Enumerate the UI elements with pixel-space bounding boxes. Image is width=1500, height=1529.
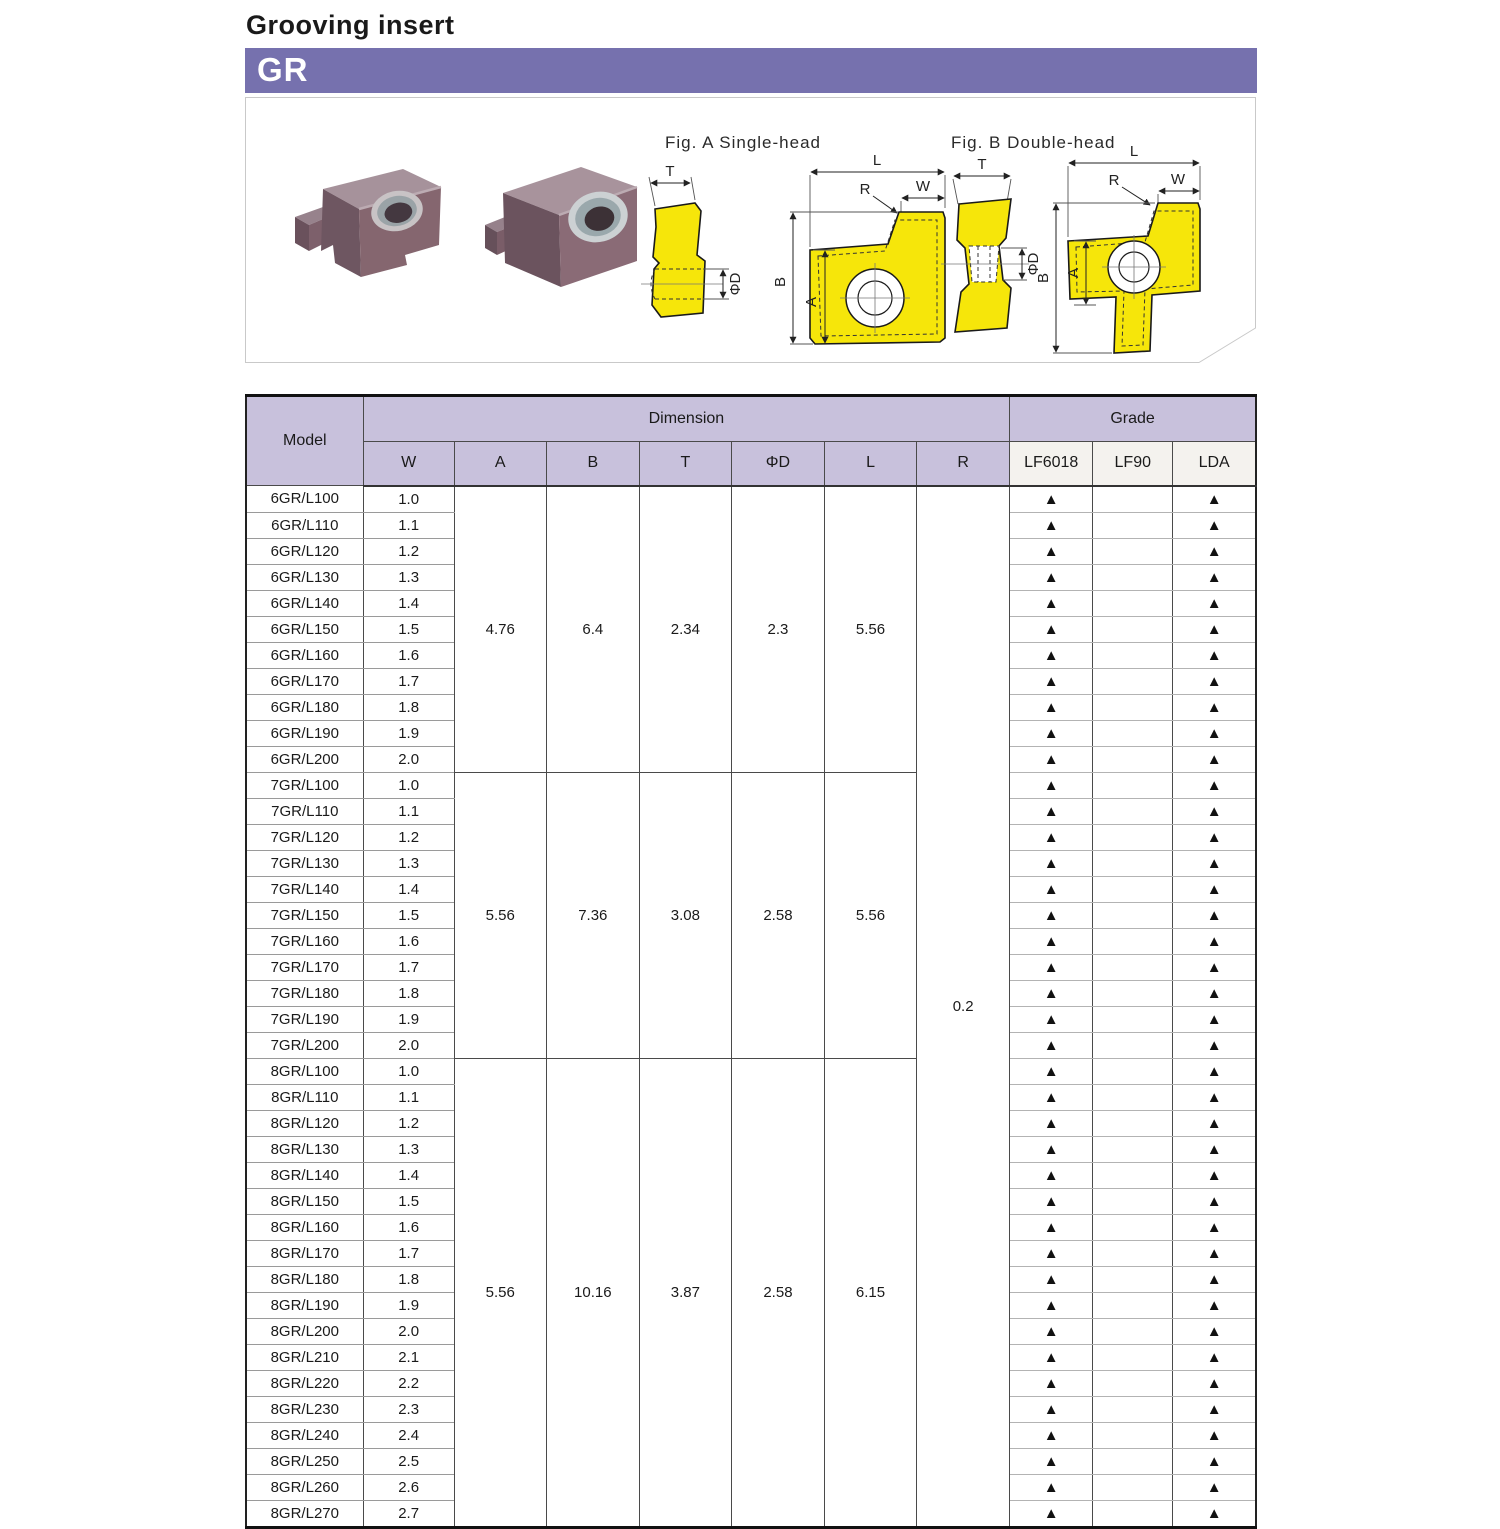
grade-mark-cell: ▲ [1173,720,1256,746]
grade-mark-cell [1093,1266,1173,1292]
grade-mark-cell [1093,928,1173,954]
header-col-lf6018: LF6018 [1010,442,1093,486]
grade-mark-cell [1093,486,1173,513]
grade-mark-cell: ▲ [1010,1448,1093,1474]
grade-mark-cell: ▲ [1173,824,1256,850]
model-cell: 7GR/L110 [246,798,363,824]
grade-mark-cell: ▲ [1173,1500,1256,1527]
grade-mark-cell: ▲ [1173,902,1256,928]
grade-mark-cell: ▲ [1010,668,1093,694]
grade-mark-cell [1093,876,1173,902]
w-value-cell: 2.4 [363,1422,454,1448]
grade-mark-cell [1093,1084,1173,1110]
w-value-cell: 2.0 [363,746,454,772]
model-cell: 8GR/L210 [246,1344,363,1370]
grade-mark-cell: ▲ [1010,538,1093,564]
grade-mark-cell: ▲ [1173,1448,1256,1474]
dim-label-t: T [977,156,987,173]
model-cell: 8GR/L100 [246,1058,363,1084]
grade-mark-cell: ▲ [1173,512,1256,538]
dim-b-cell: 10.16 [546,1058,639,1527]
dim-label-r: R [1108,172,1120,189]
r-value-cell: 0.2 [917,486,1010,1528]
grade-mark-cell [1093,1162,1173,1188]
header-col-l: L [824,442,916,486]
grade-mark-cell: ▲ [1173,694,1256,720]
grade-mark-cell: ▲ [1173,486,1256,513]
dim-t-cell: 3.87 [639,1058,731,1527]
dim-label-r: R [859,181,871,198]
grade-mark-cell: ▲ [1010,564,1093,590]
grade-mark-cell [1093,564,1173,590]
grade-mark-cell: ▲ [1010,1474,1093,1500]
grade-mark-cell [1093,720,1173,746]
grade-mark-cell: ▲ [1010,486,1093,513]
grade-mark-cell: ▲ [1173,850,1256,876]
grade-mark-cell: ▲ [1010,746,1093,772]
dim-label-a: A [803,296,820,308]
model-cell: 8GR/L140 [246,1162,363,1188]
dim-l-cell: 6.15 [824,1058,916,1527]
w-value-cell: 1.6 [363,1214,454,1240]
model-cell: 6GR/L140 [246,590,363,616]
model-cell: 8GR/L230 [246,1396,363,1422]
w-value-cell: 2.1 [363,1344,454,1370]
grade-mark-cell [1093,616,1173,642]
table-row [246,486,1256,513]
grade-mark-cell: ▲ [1010,1214,1093,1240]
w-value-cell: 1.8 [363,980,454,1006]
grade-mark-cell [1093,1136,1173,1162]
model-cell: 7GR/L180 [246,980,363,1006]
grade-mark-cell: ▲ [1173,876,1256,902]
grade-mark-cell [1093,1500,1173,1527]
grade-mark-cell: ▲ [1010,1370,1093,1396]
grade-mark-cell: ▲ [1173,980,1256,1006]
w-value-cell: 1.4 [363,876,454,902]
table-row [246,1058,1256,1084]
w-value-cell: 1.5 [363,902,454,928]
fig-a-label: Fig. A Single-head [665,133,821,152]
grade-mark-cell: ▲ [1010,1344,1093,1370]
grade-mark-cell: ▲ [1010,876,1093,902]
grade-mark-cell: ▲ [1173,1318,1256,1344]
dim-phi_d-cell: 2.3 [731,486,824,773]
header-col-a: A [454,442,546,486]
model-cell: 8GR/L270 [246,1500,363,1527]
grade-mark-cell [1093,1474,1173,1500]
grade-mark-cell: ▲ [1173,1214,1256,1240]
grade-mark-cell: ▲ [1010,1422,1093,1448]
grade-mark-cell [1093,902,1173,928]
grade-mark-cell [1093,1396,1173,1422]
w-value-cell: 1.0 [363,486,454,513]
header-col-b: B [546,442,639,486]
grade-mark-cell: ▲ [1173,642,1256,668]
grade-mark-cell [1093,1370,1173,1396]
grade-mark-cell: ▲ [1173,1370,1256,1396]
figure-panel [245,97,1256,363]
page-title: Grooving insert [246,10,455,40]
grade-mark-cell [1093,772,1173,798]
grade-mark-cell [1093,1448,1173,1474]
dim-phi_d-cell: 2.58 [731,772,824,1058]
w-value-cell: 2.0 [363,1032,454,1058]
model-cell: 8GR/L160 [246,1214,363,1240]
grade-mark-cell: ▲ [1173,1006,1256,1032]
grade-mark-cell: ▲ [1010,1058,1093,1084]
grade-mark-cell: ▲ [1010,1110,1093,1136]
w-value-cell: 1.2 [363,538,454,564]
grade-mark-cell: ▲ [1010,1006,1093,1032]
w-value-cell: 2.3 [363,1396,454,1422]
grade-mark-cell [1093,1240,1173,1266]
model-cell: 6GR/L110 [246,512,363,538]
w-value-cell: 1.7 [363,954,454,980]
grade-mark-cell: ▲ [1010,850,1093,876]
dim-label-t: T [665,163,675,180]
w-value-cell: 1.9 [363,720,454,746]
model-cell: 6GR/L130 [246,564,363,590]
dim-b-cell: 6.4 [546,486,639,773]
model-cell: 7GR/L170 [246,954,363,980]
grade-mark-cell: ▲ [1173,668,1256,694]
grade-mark-cell [1093,1058,1173,1084]
model-cell: 8GR/L220 [246,1370,363,1396]
dim-label-phid: ΦD [1025,252,1042,276]
grade-mark-cell: ▲ [1010,616,1093,642]
header-dimension: Dimension [363,396,1010,442]
grade-mark-cell: ▲ [1010,1136,1093,1162]
w-value-cell: 1.1 [363,798,454,824]
header-grade: Grade [1010,396,1256,442]
w-value-cell: 1.5 [363,1188,454,1214]
dim-label-l: L [872,152,882,169]
dim-a-cell: 5.56 [454,772,546,1058]
dim-b-cell: 7.36 [546,772,639,1058]
model-cell: 7GR/L130 [246,850,363,876]
grade-mark-cell: ▲ [1010,720,1093,746]
grade-mark-cell: ▲ [1173,1084,1256,1110]
w-value-cell: 1.7 [363,1240,454,1266]
model-cell: 6GR/L150 [246,616,363,642]
grade-mark-cell [1093,1110,1173,1136]
grade-mark-cell: ▲ [1173,1188,1256,1214]
model-cell: 7GR/L120 [246,824,363,850]
grade-mark-cell: ▲ [1173,1396,1256,1422]
model-cell: 7GR/L100 [246,772,363,798]
grade-mark-cell: ▲ [1173,1344,1256,1370]
w-value-cell: 2.0 [363,1318,454,1344]
grade-mark-cell [1093,1214,1173,1240]
table-header [246,396,1256,486]
grade-mark-cell: ▲ [1010,1240,1093,1266]
w-value-cell: 1.5 [363,616,454,642]
w-value-cell: 1.6 [363,928,454,954]
grade-mark-cell: ▲ [1010,798,1093,824]
catalog-page [245,0,1257,1529]
grade-mark-cell: ▲ [1010,1500,1093,1527]
model-cell: 6GR/L120 [246,538,363,564]
series-code: GR [257,51,309,88]
model-cell: 6GR/L170 [246,668,363,694]
dim-label-l: L [1129,143,1139,160]
fig-b-label: Fig. B Double-head [951,133,1116,152]
model-cell: 7GR/L140 [246,876,363,902]
grade-mark-cell: ▲ [1010,1084,1093,1110]
dim-l-cell: 5.56 [824,772,916,1058]
grade-mark-cell: ▲ [1010,1292,1093,1318]
model-cell: 8GR/L120 [246,1110,363,1136]
model-cell: 8GR/L260 [246,1474,363,1500]
grade-mark-cell: ▲ [1010,642,1093,668]
grade-mark-cell: ▲ [1010,590,1093,616]
grade-mark-cell [1093,824,1173,850]
model-cell: 8GR/L180 [246,1266,363,1292]
w-value-cell: 1.1 [363,512,454,538]
grade-mark-cell: ▲ [1173,746,1256,772]
grade-mark-cell [1093,798,1173,824]
grade-mark-cell: ▲ [1010,1318,1093,1344]
grade-mark-cell: ▲ [1010,1188,1093,1214]
header-col-phid: ΦD [731,442,824,486]
model-cell: 8GR/L200 [246,1318,363,1344]
grade-mark-cell: ▲ [1173,1136,1256,1162]
dim-label-w: W [915,178,931,195]
w-value-cell: 1.4 [363,1162,454,1188]
grade-mark-cell: ▲ [1173,1474,1256,1500]
grade-mark-cell [1093,694,1173,720]
w-value-cell: 1.9 [363,1292,454,1318]
grade-mark-cell: ▲ [1173,772,1256,798]
w-value-cell: 1.2 [363,824,454,850]
w-value-cell: 1.8 [363,694,454,720]
w-value-cell: 1.3 [363,850,454,876]
w-value-cell: 2.2 [363,1370,454,1396]
model-cell: 7GR/L190 [246,1006,363,1032]
grade-mark-cell [1093,850,1173,876]
dim-l-cell: 5.56 [824,486,916,773]
dim-t-cell: 2.34 [639,486,731,773]
grade-mark-cell: ▲ [1173,1032,1256,1058]
grade-mark-cell: ▲ [1010,1032,1093,1058]
grade-mark-cell: ▲ [1173,1058,1256,1084]
w-value-cell: 1.6 [363,642,454,668]
model-cell: 8GR/L190 [246,1292,363,1318]
grade-mark-cell: ▲ [1010,772,1093,798]
grade-mark-cell: ▲ [1173,590,1256,616]
grade-mark-cell: ▲ [1173,1110,1256,1136]
header-col-lda: LDA [1173,442,1256,486]
dim-a-cell: 4.76 [454,486,546,773]
grade-mark-cell: ▲ [1010,954,1093,980]
grade-mark-cell: ▲ [1173,616,1256,642]
header-col-t: T [639,442,731,486]
grade-mark-cell: ▲ [1010,1162,1093,1188]
table-row [246,772,1256,798]
grade-mark-cell [1093,1188,1173,1214]
grade-mark-cell [1093,642,1173,668]
w-value-cell: 1.4 [363,590,454,616]
w-value-cell: 1.0 [363,1058,454,1084]
grade-mark-cell [1093,1344,1173,1370]
w-value-cell: 2.7 [363,1500,454,1527]
header-col-w: W [363,442,454,486]
model-cell: 8GR/L170 [246,1240,363,1266]
grade-mark-cell: ▲ [1173,1422,1256,1448]
model-cell: 7GR/L150 [246,902,363,928]
dim-label-w: W [1170,171,1186,188]
grade-mark-cell [1093,590,1173,616]
grade-mark-cell: ▲ [1010,902,1093,928]
series-banner [245,48,1257,93]
grade-mark-cell [1093,1422,1173,1448]
grade-mark-cell [1093,1292,1173,1318]
grade-mark-cell [1093,538,1173,564]
grade-mark-cell: ▲ [1010,928,1093,954]
grade-mark-cell: ▲ [1173,538,1256,564]
model-cell: 6GR/L160 [246,642,363,668]
model-cell: 8GR/L240 [246,1422,363,1448]
model-cell: 8GR/L150 [246,1188,363,1214]
model-cell: 7GR/L160 [246,928,363,954]
model-cell: 8GR/L110 [246,1084,363,1110]
model-cell: 6GR/L190 [246,720,363,746]
model-cell: 8GR/L130 [246,1136,363,1162]
model-cell: 6GR/L200 [246,746,363,772]
w-value-cell: 1.7 [363,668,454,694]
w-value-cell: 1.3 [363,1136,454,1162]
w-value-cell: 1.8 [363,1266,454,1292]
dim-t-cell: 3.08 [639,772,731,1058]
dim-phi_d-cell: 2.58 [731,1058,824,1527]
model-cell: 8GR/L250 [246,1448,363,1474]
spec-table [245,394,1257,1529]
grade-mark-cell: ▲ [1173,1266,1256,1292]
grade-mark-cell: ▲ [1173,798,1256,824]
w-value-cell: 1.1 [363,1084,454,1110]
dim-label-b: B [772,276,789,288]
header-model: Model [246,396,363,486]
grade-mark-cell: ▲ [1173,1162,1256,1188]
w-value-cell: 2.6 [363,1474,454,1500]
grade-mark-cell [1093,668,1173,694]
grade-mark-cell: ▲ [1173,1292,1256,1318]
dim-label-b: B [1035,272,1052,284]
grade-mark-cell [1093,1032,1173,1058]
grade-mark-cell: ▲ [1173,1240,1256,1266]
w-value-cell: 1.0 [363,772,454,798]
dim-label-a: A [1065,267,1082,279]
grade-mark-cell: ▲ [1173,954,1256,980]
model-cell: 6GR/L180 [246,694,363,720]
grade-mark-cell [1093,1006,1173,1032]
grade-mark-cell: ▲ [1173,564,1256,590]
grade-mark-cell [1093,954,1173,980]
w-value-cell: 2.5 [363,1448,454,1474]
grade-mark-cell [1093,746,1173,772]
grade-mark-cell: ▲ [1010,824,1093,850]
dim-label-phid: ΦD [727,272,744,296]
w-value-cell: 1.2 [363,1110,454,1136]
table-body [246,486,1256,1528]
model-cell: 6GR/L100 [246,486,363,513]
grade-mark-cell: ▲ [1010,1266,1093,1292]
grade-mark-cell: ▲ [1010,694,1093,720]
dim-a-cell: 5.56 [454,1058,546,1527]
grade-mark-cell: ▲ [1010,1396,1093,1422]
grade-mark-cell [1093,1318,1173,1344]
grade-mark-cell: ▲ [1010,980,1093,1006]
header-col-lf90: LF90 [1093,442,1173,486]
w-value-cell: 1.3 [363,564,454,590]
model-cell: 7GR/L200 [246,1032,363,1058]
grade-mark-cell: ▲ [1173,928,1256,954]
figure-drawing [245,97,1256,363]
header-col-r: R [917,442,1010,486]
grade-mark-cell: ▲ [1010,512,1093,538]
grade-mark-cell [1093,980,1173,1006]
grade-mark-cell [1093,512,1173,538]
w-value-cell: 1.9 [363,1006,454,1032]
